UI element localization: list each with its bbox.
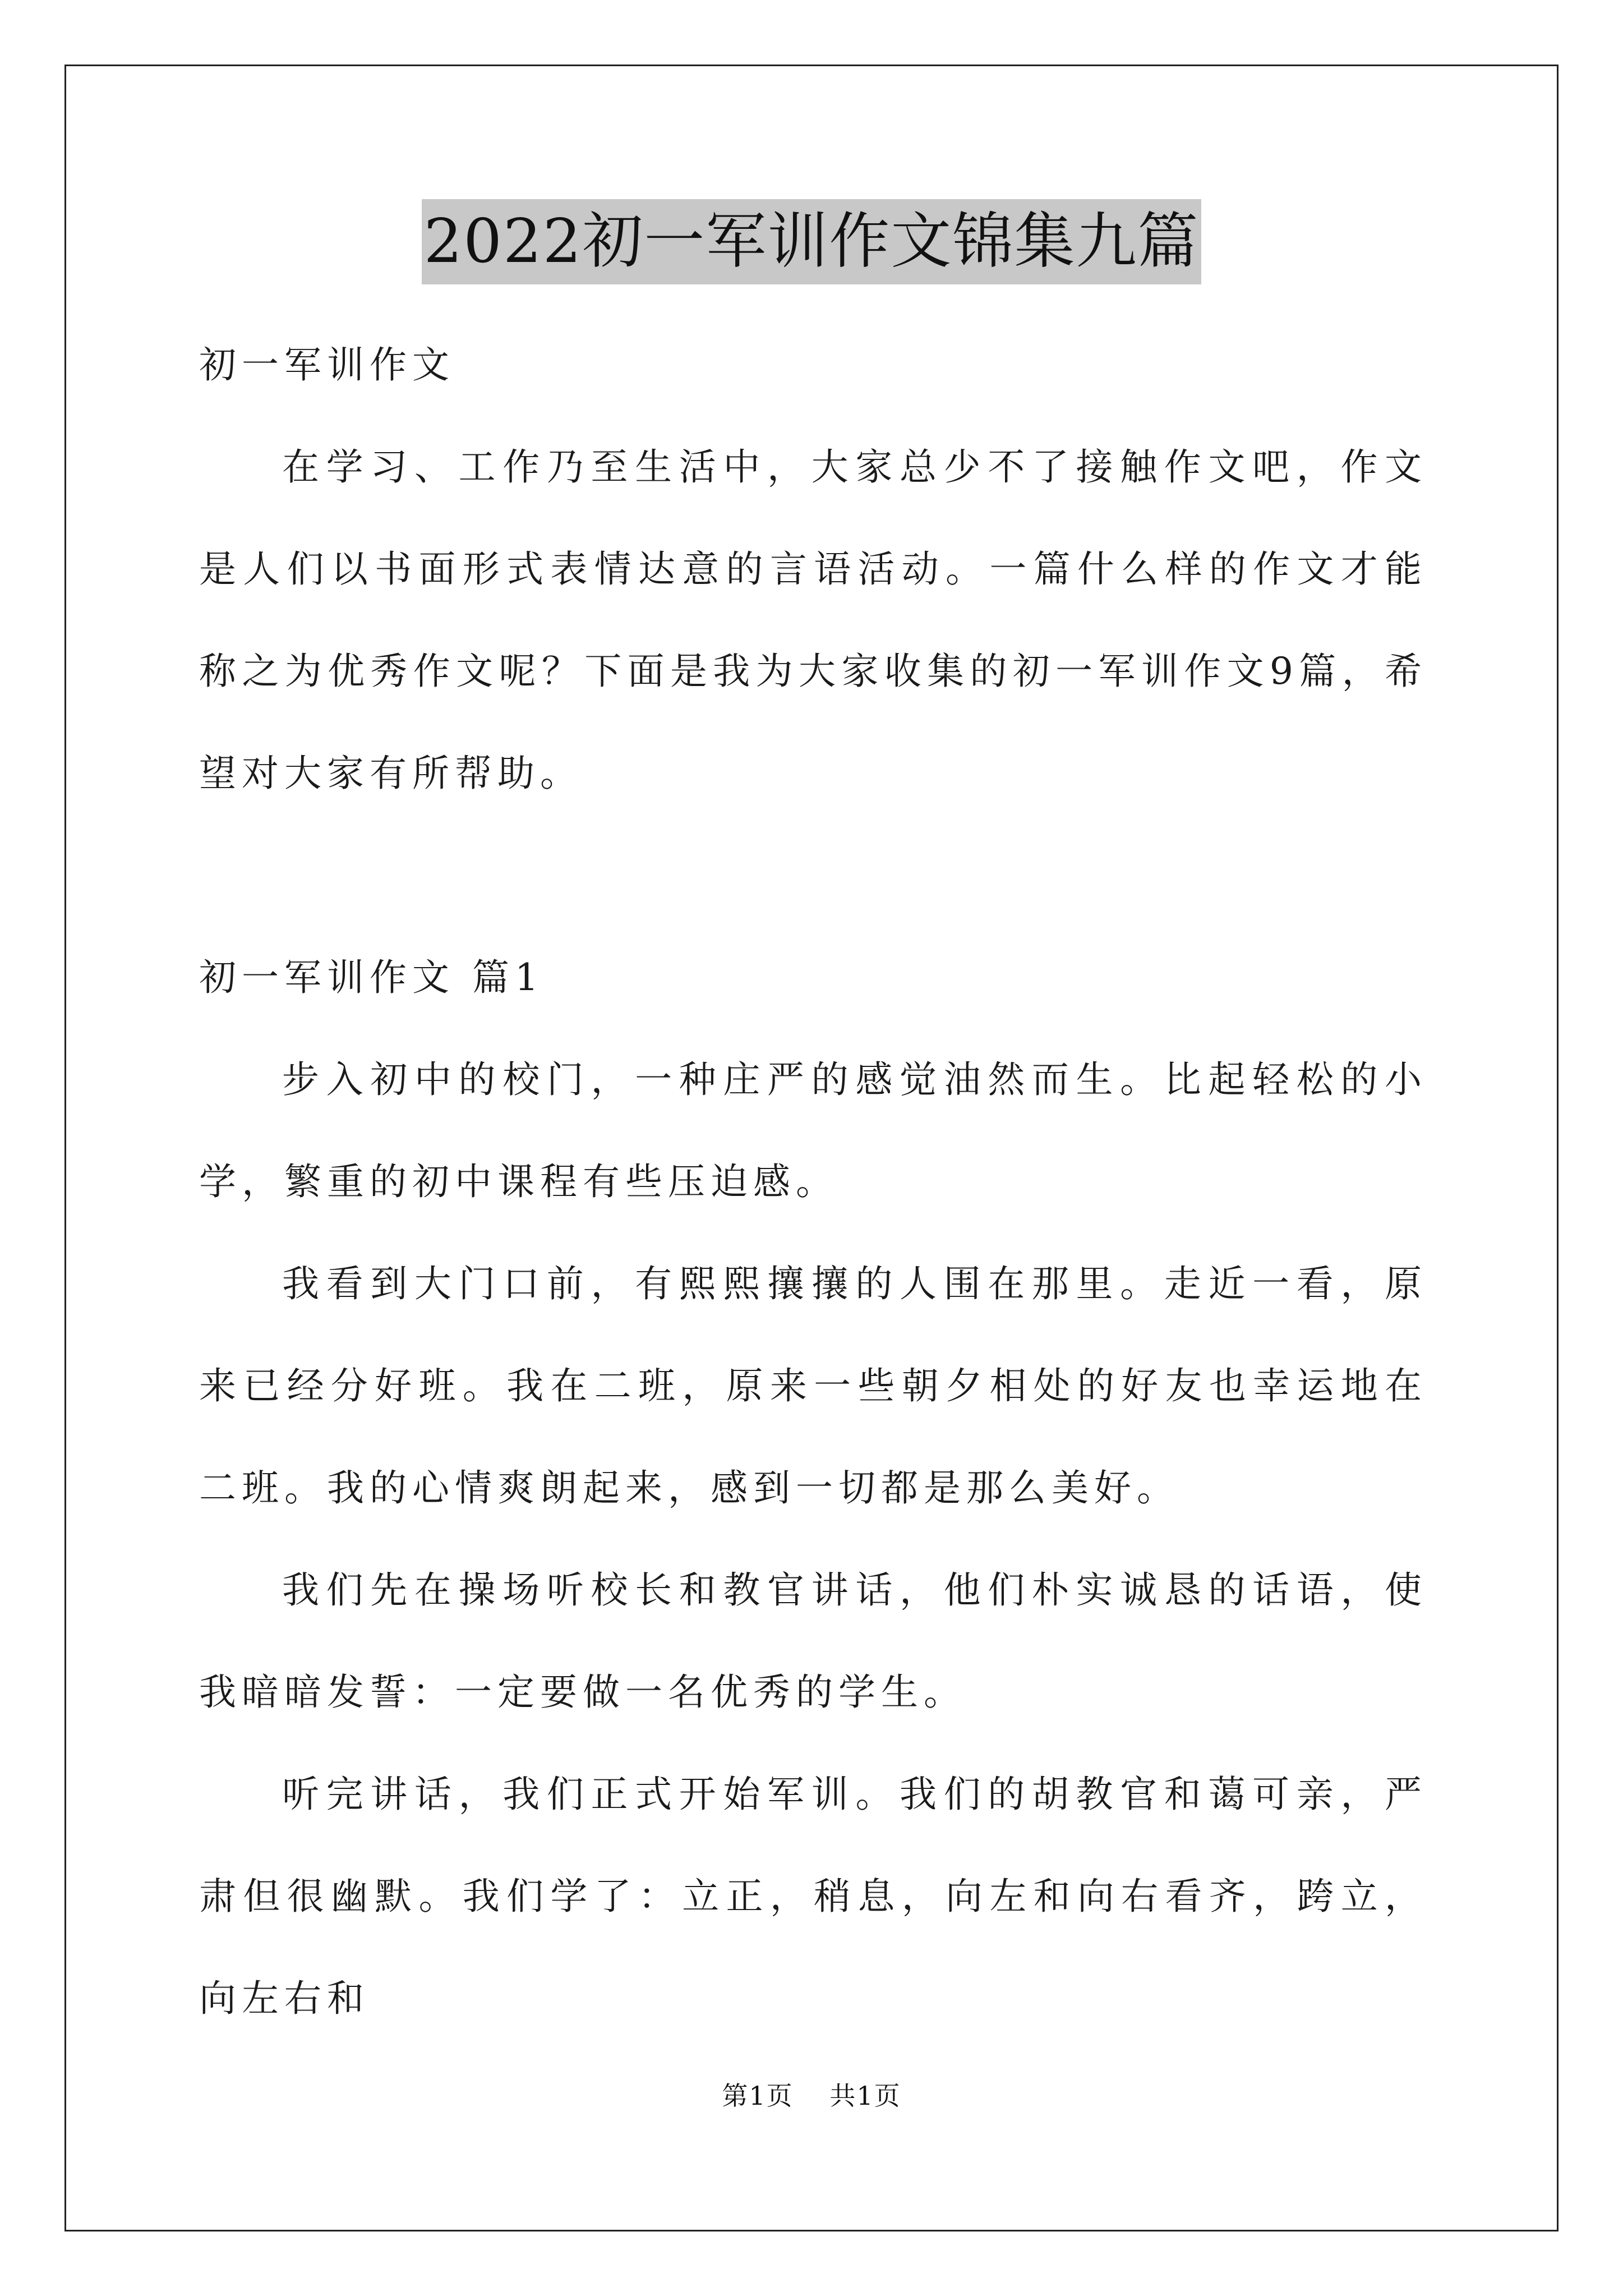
body-paragraph: 我们先在操场听校长和教官讲话，他们朴实诚恳的话语，使我暗暗发誓：一定要做一名优秀的学生。	[199, 1568, 1427, 1714]
page-number: 第1页	[722, 2081, 794, 2111]
page-footer	[0, 2076, 1623, 2113]
body-paragraph: 步入初中的校门，一种庄严的感觉油然而生。比起轻松的小学，繁重的初中课程有些压迫感。	[199, 1058, 1427, 1203]
intro-paragraph: 在学习、工作乃至生活中，大家总少不了接触作文吧，作文是人们以书面形式表情达意的言语活动。一篇什么样的作文才能称之为优秀作文呢？下面是我为大家收集的初一军训作文9篇，希望对大家有所帮助。	[199, 445, 1427, 795]
body-paragraph: 听完讲话，我们正式开始军训。我们的胡教官和蔼可亲，严肃但很幽默。我们学了：立正，稍息，向左和向右看齐，跨立，向左右和	[199, 1773, 1427, 2020]
page-total: 共1页	[829, 2081, 901, 2111]
document-title: 2022初一军训作文锦集九篇	[422, 199, 1202, 284]
section-heading: 初一军训作文 篇1	[199, 956, 544, 999]
title-container	[0, 199, 1623, 284]
intro-heading: 初一军训作文	[199, 343, 455, 386]
section-spacer	[199, 825, 1427, 927]
body-paragraph: 我看到大门口前，有熙熙攘攘的人围在那里。走近一看，原来已经分好班。我在二班，原来一些朝夕相处的好友也幸运地在二班。我的心情爽朗起来，感到一切都是那么美好。	[199, 1262, 1427, 1510]
document-body	[199, 314, 1427, 2050]
